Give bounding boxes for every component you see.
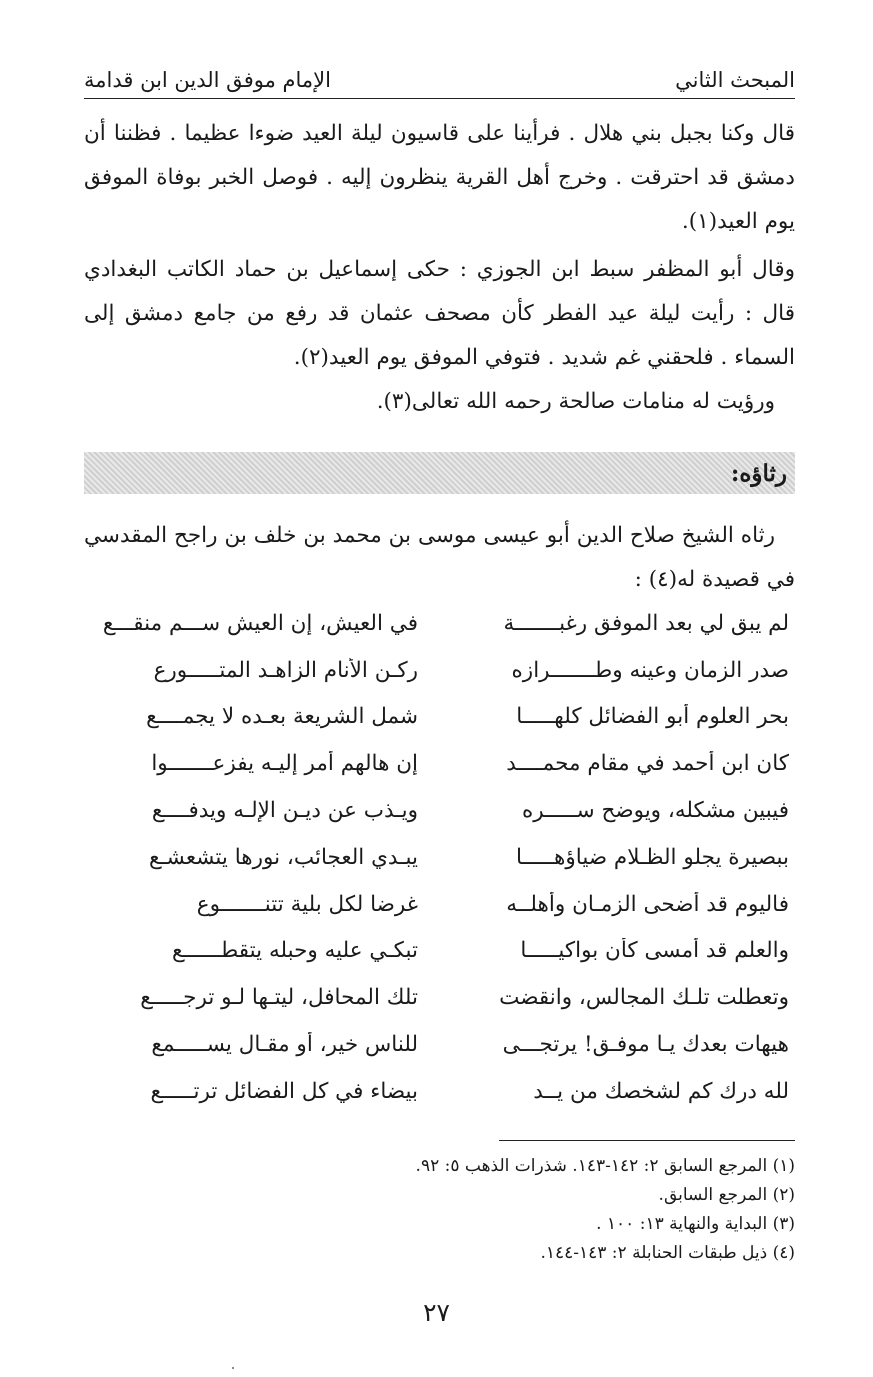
verse-line — [100, 647, 789, 694]
paragraph-2-text: وقال أبو المظفر سبط ابن الجوزي : حكى إسماعيل بن حماد الكاتب البغدادي قال : رأيت ليلة عيد الفطر كأن مصحف عثمان قد رفع من جامع دمشق إلى السماء . فلحقني غم شديد . فتوفي الموفق يوم العيد(٢). — [84, 257, 795, 370]
header-section: المبحث الثاني — [675, 68, 795, 92]
verse-line — [100, 1068, 789, 1115]
paragraph-2 — [84, 248, 795, 424]
verse-line — [100, 881, 789, 928]
verse-second-hemistich: شمل الشريعة بعـده لا يجمــــع — [146, 704, 418, 730]
verse-second-hemistich: غرضا لكل بلية تتنـــــــوع — [196, 891, 418, 917]
verse-second-hemistich: تبكـي عليه وحبله يتقطــــــع — [171, 938, 418, 964]
verse-line — [100, 694, 789, 741]
page-number: ٢٧ — [423, 1298, 450, 1327]
verse-first-hemistich: فاليوم قد أضحى الزمـان وأهلــه — [506, 891, 789, 917]
verse-line — [100, 787, 789, 834]
verse-second-hemistich: تلك المحافل، ليتـها لـو ترجـــــع — [140, 985, 418, 1011]
verse-first-hemistich: ببصيرة يجلو الظـلام ضياؤهـــــا — [516, 844, 789, 870]
verse-line — [100, 834, 789, 881]
verse-first-hemistich: لله درك كم لشخصك من يــد — [533, 1078, 789, 1104]
verse-first-hemistich: لم يبق لي بعد الموفق رغبـــــــة — [503, 610, 789, 636]
verse-line — [100, 740, 789, 787]
verse-second-hemistich: ركـن الأنام الزاهـد المتـــــورع — [153, 657, 418, 683]
verse-line — [100, 928, 789, 975]
verse-first-hemistich: بحر العلوم أبو الفضائل كلهـــــا — [516, 704, 789, 730]
verse-second-hemistich: للناس خير، أو مقـال يســـــمع — [151, 1032, 418, 1058]
scan-speck — [232, 1367, 234, 1369]
footnotes — [84, 1152, 795, 1268]
footnote-3: (٣) البداية والنهاية ١٣: ١٠٠ . — [596, 1214, 795, 1234]
verse-second-hemistich: يبـدي العجائب، نورها يتشعشـع — [148, 844, 418, 870]
paragraph-3-text: ورؤيت له منامات صالحة رحمه الله تعالى(٣). — [376, 389, 775, 414]
verse-line — [100, 1021, 789, 1068]
verse-first-hemistich: صدر الزمان وعينه وطـــــــرازه — [511, 657, 789, 683]
verse-first-hemistich: كان ابن أحمد في مقام محمــــد — [506, 751, 789, 777]
verse-first-hemistich: هيهات بعدك يـا موفـق! يرتجـــى — [502, 1032, 789, 1058]
verse-line — [100, 974, 789, 1021]
verse-first-hemistich: وتعطلت تلـك المجالس، وانقضت — [499, 985, 789, 1011]
verse-second-hemistich: إن هالهم أمر إليـه يفزعـــــــوا — [151, 751, 418, 777]
verse-second-hemistich: ويـذب عن ديـن الإلـه ويدفــــع — [151, 798, 418, 824]
verse-line — [100, 600, 789, 647]
footnote-rule — [499, 1140, 795, 1141]
verse-second-hemistich: في العيش، إن العيش ســـم منقـــع — [102, 610, 418, 636]
footnote-1: (١) المرجع السابق ٢: ١٤٢-١٤٣. شذرات الذهب ٥: ٩٢. — [415, 1156, 795, 1176]
verse-first-hemistich: والعلم قد أمسى كأن بواكيـــــا — [520, 938, 789, 964]
running-header — [84, 52, 795, 99]
paragraph-1: قال وكنا بجبل بني هلال . فرأينا على قاسيون ليلة العيد ضوءا عظيما . فظننا أن دمشق قد احترقت . وخرج أهل القرية ينظرون إليه . فوصل الخبر بوفاة الموفق يوم العيد(١). — [84, 121, 795, 234]
poem — [100, 600, 789, 1115]
section-heading — [84, 452, 795, 494]
footnote-4: (٤) ذيل طبقات الحنابلة ٢: ١٤٣-١٤٤. — [540, 1243, 795, 1263]
verse-first-hemistich: فيبين مشكله، ويوضح ســـــره — [521, 798, 789, 824]
section-heading-text: رثاؤه: — [730, 459, 787, 487]
verse-second-hemistich: بيضاء في كل الفضائل ترتـــــع — [150, 1078, 418, 1104]
footnote-2: (٢) المرجع السابق. — [658, 1185, 795, 1205]
poem-intro: رثاه الشيخ صلاح الدين أبو عيسى موسى بن محمد بن خلف بن راجح المقدسي في قصيدة له(٤) : — [84, 523, 795, 592]
header-title: الإمام موفق الدين ابن قدامة — [84, 68, 331, 92]
